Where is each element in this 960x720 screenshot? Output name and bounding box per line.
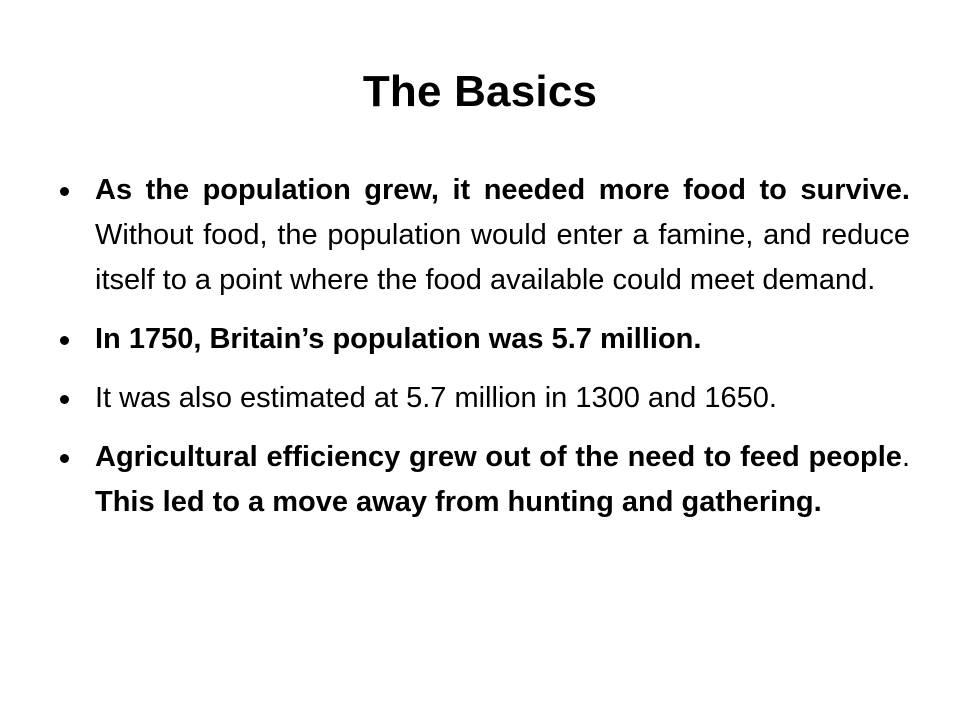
- bullet-item: [60, 435, 910, 525]
- bullet-text-bold: In 1750, Britain’s population was 5.7 million.: [95, 323, 702, 355]
- bullet-item: [60, 376, 910, 421]
- bullet-text-bold: Agricultural efficiency grew out of the need to feed people: [95, 441, 902, 473]
- bullet-dot-icon: [60, 395, 69, 404]
- bullet-dot-icon: [60, 454, 69, 463]
- bullet-text: .: [901, 441, 910, 473]
- bullet-text: Without food, the population would enter a famine, and reduce itself to a point where the food available could meet demand.: [95, 219, 910, 296]
- bullet-item: [60, 317, 910, 362]
- bullet-list: [60, 168, 910, 539]
- slide-title: The Basics: [362, 67, 598, 116]
- bullet-dot-icon: [60, 336, 69, 345]
- bullet-text-bold: This led to a move away from hunting and gathering.: [95, 486, 822, 518]
- bullet-dot-icon: [60, 187, 69, 196]
- bullet-item: [60, 168, 910, 303]
- bullet-text: It was also estimated at 5.7 million in 1300 and 1650.: [95, 382, 777, 414]
- bullet-text-bold: As the population grew, it needed more food to survive.: [95, 174, 910, 206]
